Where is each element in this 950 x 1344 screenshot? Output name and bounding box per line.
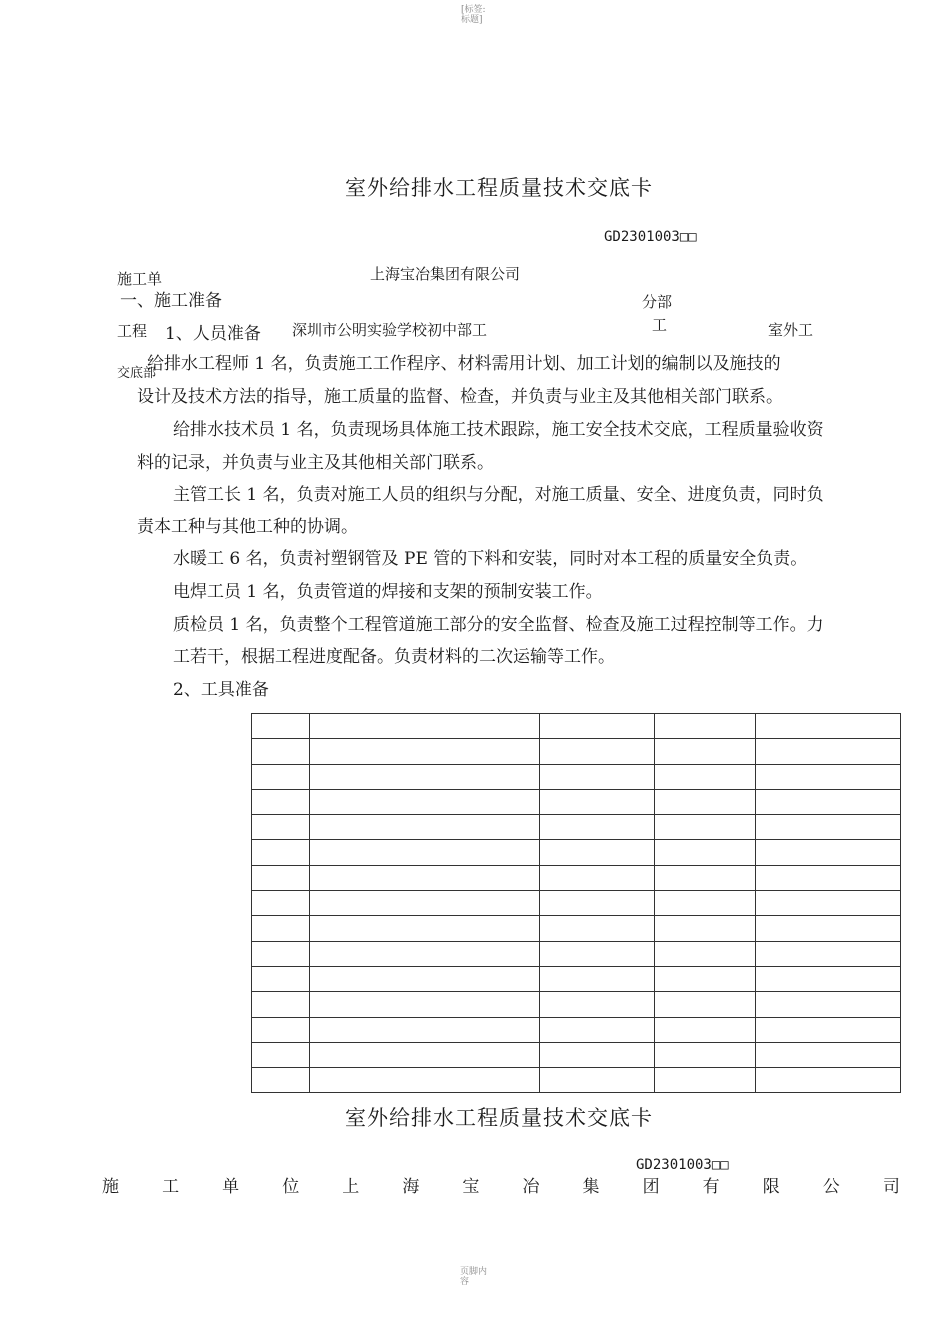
table-cell <box>540 714 655 739</box>
table-cell <box>310 1068 540 1093</box>
unit-line-char: 海 <box>402 1177 420 1197</box>
table-cell <box>540 764 655 789</box>
table-cell <box>252 865 310 890</box>
table-row <box>252 891 901 916</box>
table-cell <box>655 941 756 966</box>
table-cell <box>540 941 655 966</box>
table-row <box>252 1017 901 1042</box>
table-row <box>252 840 901 865</box>
table-row <box>252 1068 901 1093</box>
table-cell <box>540 789 655 814</box>
paragraph-line-10: 工若干，根据工程进度配备。负责材料的二次运输等工作。 <box>173 647 615 667</box>
table-cell <box>310 891 540 916</box>
table-cell <box>655 739 756 764</box>
unit-line-char: 位 <box>282 1177 300 1197</box>
table-cell <box>756 966 901 991</box>
table-cell <box>756 764 901 789</box>
table-cell <box>310 739 540 764</box>
card1-title: 室外给排水工程质量技术交底卡 <box>345 176 653 200</box>
table-cell <box>540 840 655 865</box>
unit-line-char: 工 <box>162 1177 180 1197</box>
paragraph-line-5: 主管工长 1 名，负责对施工人员的组织与分配，对施工质量、安全、进度负责，同时负 <box>173 485 824 505</box>
table-row <box>252 992 901 1017</box>
unit-line-char: 集 <box>582 1177 600 1197</box>
personnel-heading: 1、人员准备 <box>165 324 261 344</box>
table-cell <box>252 992 310 1017</box>
header-tag-line-1: [标签: <box>461 5 486 15</box>
table-cell <box>540 865 655 890</box>
table-cell <box>655 1068 756 1093</box>
table-cell <box>252 966 310 991</box>
header-tag-line-2: 标题] <box>461 15 483 25</box>
table-cell <box>252 1017 310 1042</box>
unit-line-char: 单 <box>222 1177 240 1197</box>
card2-unit-line <box>102 1172 900 1197</box>
card1-company: 上海宝冶集团有限公司 <box>370 265 521 283</box>
outdoor-label: 室外工 <box>768 321 814 339</box>
table-cell <box>310 1017 540 1042</box>
table-row <box>252 714 901 739</box>
table-cell <box>540 992 655 1017</box>
table-cell <box>252 941 310 966</box>
unit-line-char: 司 <box>882 1177 900 1197</box>
paragraph-line-4: 料的记录，并负责与业主及其他相关部门联系。 <box>137 453 494 473</box>
table-cell <box>252 891 310 916</box>
table-cell <box>655 1017 756 1042</box>
footer-tag-line-2: 容 <box>460 1277 470 1287</box>
table-cell <box>252 815 310 840</box>
paragraph-line-8: 电焊工员 1 名，负责管道的焊接和支架的预制安装工作。 <box>173 582 603 602</box>
unit-line-char: 团 <box>642 1177 660 1197</box>
table-row <box>252 789 901 814</box>
branch-label: 分部 <box>642 293 673 311</box>
table-cell <box>252 714 310 739</box>
table-row <box>252 815 901 840</box>
table-cell <box>756 992 901 1017</box>
project-name: 深圳市公明实验学校初中部工 <box>292 321 488 339</box>
paragraph-line-1: 给排水工程师 1 名，负责施工工作程序、材料需用计划、加工计划的编制以及施技的 <box>147 354 781 374</box>
table-cell <box>655 966 756 991</box>
tools-table-body <box>252 714 901 1093</box>
paragraph-line-2: 设计及技术方法的指导，施工质量的监督、检查，并负责与业主及其他相关部门联系。 <box>137 387 783 407</box>
unit-line-char: 宝 <box>462 1177 480 1197</box>
table-row <box>252 1042 901 1067</box>
unit-line-char: 施 <box>102 1177 119 1197</box>
table-row <box>252 966 901 991</box>
table-cell <box>252 1068 310 1093</box>
table-cell <box>540 739 655 764</box>
gong-label: 工 <box>652 316 668 334</box>
table-cell <box>756 916 901 941</box>
paragraph-line-9: 质检员 1 名，负责整个工程管道施工部分的安全监督、检查及施工过程控制等工作。力 <box>173 615 824 635</box>
footer-tag-line-1: 页脚内 <box>460 1267 488 1277</box>
table-cell <box>756 739 901 764</box>
unit-line-char: 限 <box>762 1177 780 1197</box>
table-cell <box>540 891 655 916</box>
table-cell <box>252 739 310 764</box>
table-cell <box>756 1017 901 1042</box>
table-cell <box>756 941 901 966</box>
table-cell <box>252 840 310 865</box>
unit-line-char: 有 <box>702 1177 720 1197</box>
handover-label: 交底部 <box>117 366 157 381</box>
table-cell <box>310 714 540 739</box>
footer-tag <box>460 1267 487 1287</box>
table-cell <box>655 1042 756 1067</box>
card2-title: 室外给排水工程质量技术交底卡 <box>345 1106 653 1130</box>
table-cell <box>310 1042 540 1067</box>
table-cell <box>310 865 540 890</box>
table-cell <box>540 1068 655 1093</box>
paragraph-line-6: 责本工种与其他工种的协调。 <box>137 517 358 537</box>
table-cell <box>756 714 901 739</box>
table-cell <box>655 840 756 865</box>
table-cell <box>756 865 901 890</box>
table-cell <box>756 891 901 916</box>
table-cell <box>756 840 901 865</box>
table-cell <box>252 916 310 941</box>
tools-heading: 2、工具准备 <box>173 680 269 700</box>
table-cell <box>756 789 901 814</box>
table-row <box>252 764 901 789</box>
table-cell <box>310 966 540 991</box>
table-cell <box>655 891 756 916</box>
table-cell <box>655 764 756 789</box>
table-row <box>252 941 901 966</box>
paragraph-line-3: 给排水技术员 1 名，负责现场具体施工技术跟踪，施工安全技术交底，工程质量验收资 <box>173 420 824 440</box>
table-cell <box>540 1042 655 1067</box>
card1-code: GD2301003□□ <box>604 229 697 245</box>
header-tag <box>461 5 486 25</box>
table-cell <box>756 1068 901 1093</box>
table-row <box>252 739 901 764</box>
tools-table <box>251 713 901 1093</box>
table-cell <box>655 714 756 739</box>
table-cell <box>310 992 540 1017</box>
table-cell <box>540 815 655 840</box>
table-cell <box>252 789 310 814</box>
table-cell <box>310 789 540 814</box>
table-cell <box>310 764 540 789</box>
table-cell <box>252 764 310 789</box>
table-cell <box>310 941 540 966</box>
table-cell <box>756 815 901 840</box>
table-cell <box>655 916 756 941</box>
card2-code: GD2301003□□ <box>636 1157 729 1173</box>
table-cell <box>655 865 756 890</box>
table-cell <box>655 992 756 1017</box>
card1-unit-label: 施工单 <box>117 270 163 288</box>
table-cell <box>655 815 756 840</box>
table-cell <box>540 916 655 941</box>
table-cell <box>540 1017 655 1042</box>
paragraph-line-7: 水暖工 6 名，负责衬塑钢管及 PE 管的下料和安装，同时对本工程的质量安全负责。 <box>173 549 808 569</box>
section-heading: 一、施工准备 <box>120 291 222 311</box>
unit-line-char: 上 <box>342 1177 360 1197</box>
table-row <box>252 865 901 890</box>
table-cell <box>756 1042 901 1067</box>
table-cell <box>310 916 540 941</box>
table-cell <box>252 1042 310 1067</box>
table-cell <box>540 966 655 991</box>
table-row <box>252 916 901 941</box>
table-cell <box>655 789 756 814</box>
table-cell <box>310 840 540 865</box>
unit-line-char: 冶 <box>522 1177 540 1197</box>
unit-line-char: 公 <box>822 1177 840 1197</box>
project-label: 工程 <box>117 322 148 340</box>
table-cell <box>310 815 540 840</box>
